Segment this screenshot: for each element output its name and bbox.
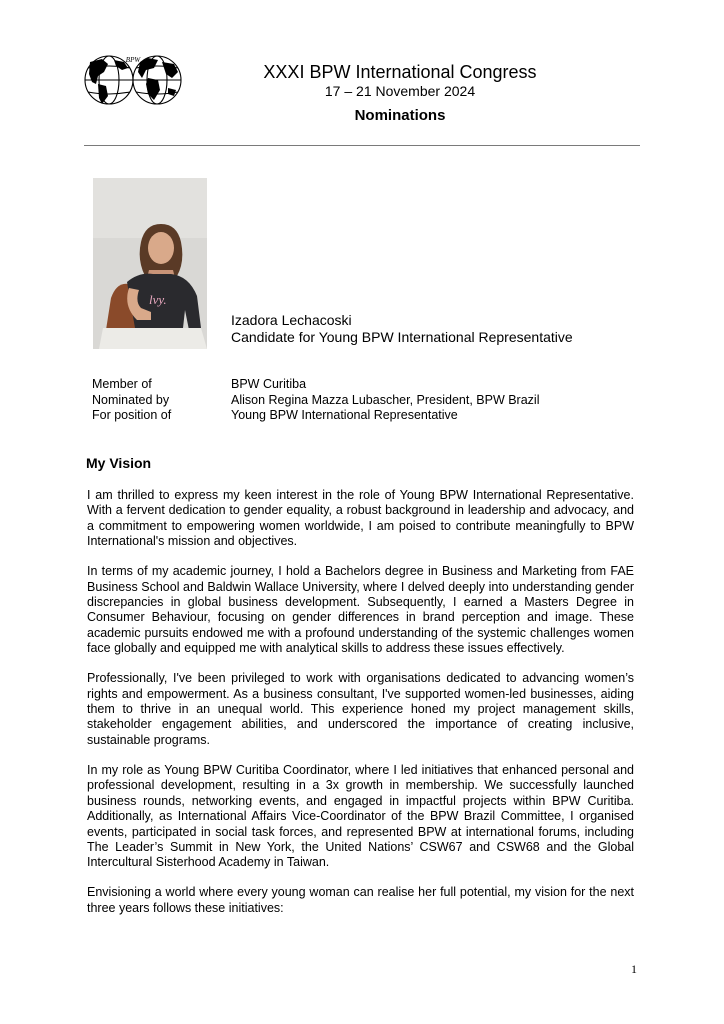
paragraph: I am thrilled to express my keen interest in the role of Young BPW International Representative. With a fervent dedication to gender equality, a robust background in leadership and advocacy, and a commitment to empowering women worldwide, I am poised to contribute meaningfully to BPW International's mission and objectives. bbox=[87, 488, 634, 549]
info-row-nominated bbox=[92, 393, 539, 409]
candidate-photo bbox=[93, 178, 207, 349]
nomination-info bbox=[92, 377, 539, 424]
paragraph: In terms of my academic journey, I hold a Bachelors degree in Business and Marketing from FAE Business School and Baldwin Wallace University, where I delved deeply into understanding gender discrepancies in global business development. Subsequently, I earned a Masters Degree in Consumer Behaviour, focusing on gender differences in brand perception and image. These academic pursuits endowed me with a profound understanding of the systemic challenges women face globally and equipped me with analytical skills to address these issues effectively. bbox=[87, 564, 634, 656]
page-subtitle: Nominations bbox=[354, 107, 446, 124]
info-label: For position of bbox=[92, 408, 172, 422]
section-heading: My Vision bbox=[86, 455, 152, 471]
vision-body bbox=[87, 488, 634, 931]
info-value: BPW Curitiba bbox=[231, 377, 307, 391]
shirt-text: lvy. bbox=[149, 292, 167, 307]
info-value: Alison Regina Mazza Lubascher, President, BPW Brazil bbox=[231, 392, 540, 407]
info-label: Member of bbox=[92, 377, 152, 391]
logo-text: BPW bbox=[125, 56, 141, 64]
paragraph: Envisioning a world where every young woman can realise her full potential, my vision for the next three years follows these initiatives: bbox=[87, 885, 634, 915]
paragraph: Professionally, I've been privileged to work with organisations dedicated to advancing women’s rights and empowerment. As a business consultant, I've supported women-led businesses, aiding them to thrive in an unequal world. This experience honed my project management skills, stakeholder engagement abilities, and underscored the importance of creating inclusive, sustainable programs. bbox=[87, 671, 634, 747]
header-divider bbox=[84, 145, 640, 146]
page-number: 1 bbox=[631, 962, 637, 976]
info-row-member bbox=[92, 377, 539, 393]
candidate-role: Candidate for Young BPW International Representative bbox=[231, 329, 573, 345]
paragraph: In my role as Young BPW Curitiba Coordinator, where I led initiatives that enhanced personal and professional development, resulting in a 3x growth in membership. We successfully launched business rounds, networking events, and engaged in impactful projects within BPW Curitiba. Additionally, as International Affairs Vice-Coordinator of the BPW Brazil Committee, I organised events, participated in social task forces, and represented BPW at international forums, including The Leader’s Summit in New York, the United Nations’ CSW67 and CSW68 and the Global Intercultural Sisterhood Academy in Taiwan. bbox=[87, 762, 634, 870]
info-label: Nominated by bbox=[92, 392, 170, 407]
congress-title: XXXI BPW International Congress bbox=[263, 62, 537, 82]
info-value: Young BPW International Representative bbox=[231, 408, 458, 422]
bpw-globe-logo bbox=[84, 54, 184, 106]
candidate-name: Izadora Lechacoski bbox=[231, 312, 352, 328]
congress-dates: 17 – 21 November 2024 bbox=[324, 83, 476, 99]
info-row-position bbox=[92, 408, 539, 424]
